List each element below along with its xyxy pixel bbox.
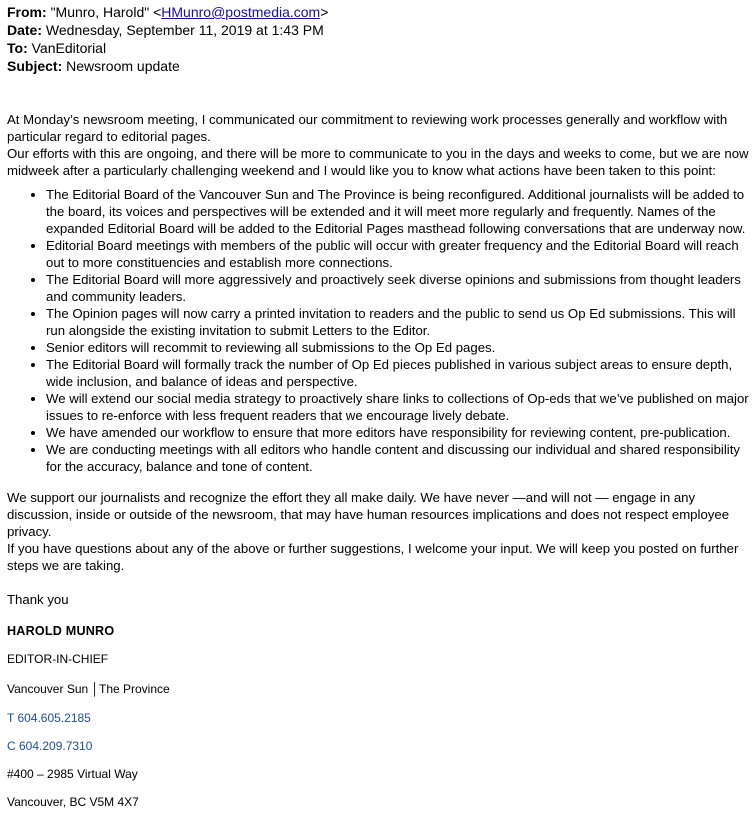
email-header bbox=[7, 3, 749, 75]
to-label: To: bbox=[7, 40, 28, 56]
from-name: "Munro, Harold" < bbox=[50, 4, 162, 20]
signature-phone-t[interactable]: T 604.605.2185 bbox=[7, 711, 91, 725]
signature-title: EDITOR-IN-CHIEF bbox=[7, 652, 109, 666]
paragraph-2: Our efforts with this are ongoing, and there will be more to communicate to you in the days and weeks to come, but we are now midweek after a particularly challenging weekend and I would like you to know what actions have been taken to this point: bbox=[7, 146, 749, 178]
signature-block bbox=[7, 624, 749, 809]
subject-line bbox=[7, 57, 749, 75]
list-item: • The Editorial Board will formally track the number of Op Ed pieces published in various subject areas to ensure depth, wide inclusion, and balance of ideas and perspective. bbox=[46, 356, 749, 390]
action-list bbox=[7, 186, 749, 475]
email-body bbox=[7, 111, 749, 608]
list-item: • The Opinion pages will now carry a printed invitation to readers and the public to send us Op Ed submissions. This will run alongside the existing invitation to submit Letters to the Editor. bbox=[46, 305, 749, 339]
from-email-link[interactable]: HMunro@postmedia.com bbox=[161, 4, 321, 20]
signature-name: HAROLD MUNRO bbox=[7, 624, 115, 638]
date-value: Wednesday, September 11, 2019 at 1:43 PM bbox=[45, 22, 324, 38]
subject-value: Newsroom update bbox=[66, 58, 180, 74]
list-item: • The Editorial Board will more aggressively and proactively seek diverse opinions and submissions from thought leaders and community leaders. bbox=[46, 271, 749, 305]
signature-org: Vancouver Sun │The Province bbox=[7, 682, 170, 696]
from-end: > bbox=[320, 4, 329, 20]
to-line bbox=[7, 39, 749, 57]
date-label: Date: bbox=[7, 22, 43, 38]
from-label: From: bbox=[7, 4, 47, 20]
signature-address-2: Vancouver, BC V5M 4X7 bbox=[7, 795, 139, 809]
from-line bbox=[7, 3, 749, 21]
paragraph-3: We support our journalists and recognize the effort they all make daily. We have never —and will not — engage in any discussion, inside or outside of the newsroom, that may have human resources implications and does not respect employee privacy. bbox=[7, 490, 730, 539]
closing: Thank you bbox=[7, 592, 69, 607]
list-item: • The Editorial Board of the Vancouver Sun and The Province is being reconfigured. Additional journalists will be added to the board, its voices and perspectives will be extended and it will meet more regularly and frequently. Names of the expanded Editorial Board will be added to the Editorial Pages masthead following conversations that are underway now. bbox=[46, 186, 749, 237]
subject-label: Subject: bbox=[7, 58, 63, 74]
paragraph-4: If you have questions about any of the above or further suggestions, I welcome your input. We will keep you posted on further steps we are taking. bbox=[7, 541, 739, 573]
to-value: VanEditorial bbox=[31, 40, 107, 56]
signature-phone-c[interactable]: C 604.209.7310 bbox=[7, 739, 93, 753]
paragraph-1: At Monday’s newsroom meeting, I communicated our commitment to reviewing work processes generally and workflow with particular regard to editorial pages. bbox=[7, 112, 728, 144]
list-item: • We will extend our social media strategy to proactively share links to collections of Op-eds that we’ve published on major issues to re-enforce with less frequent readers that we encourage lively debate. bbox=[46, 390, 749, 424]
date-line bbox=[7, 21, 749, 39]
list-item: • We have amended our workflow to ensure that more editors have responsibility for reviewing content, pre-publication. bbox=[46, 424, 749, 441]
signature-address-1: #400 – 2985 Virtual Way bbox=[7, 767, 138, 781]
list-item: • We are conducting meetings with all editors who handle content and discussing our individual and shared responsibility for the accuracy, balance and tone of content. bbox=[46, 441, 749, 475]
list-item: • Editorial Board meetings with members of the public will occur with greater frequency and the Editorial Board will reach out to more constituencies and establish more connections. bbox=[46, 237, 749, 271]
list-item: • Senior editors will recommit to reviewing all submissions to the Op Ed pages. bbox=[46, 339, 749, 356]
